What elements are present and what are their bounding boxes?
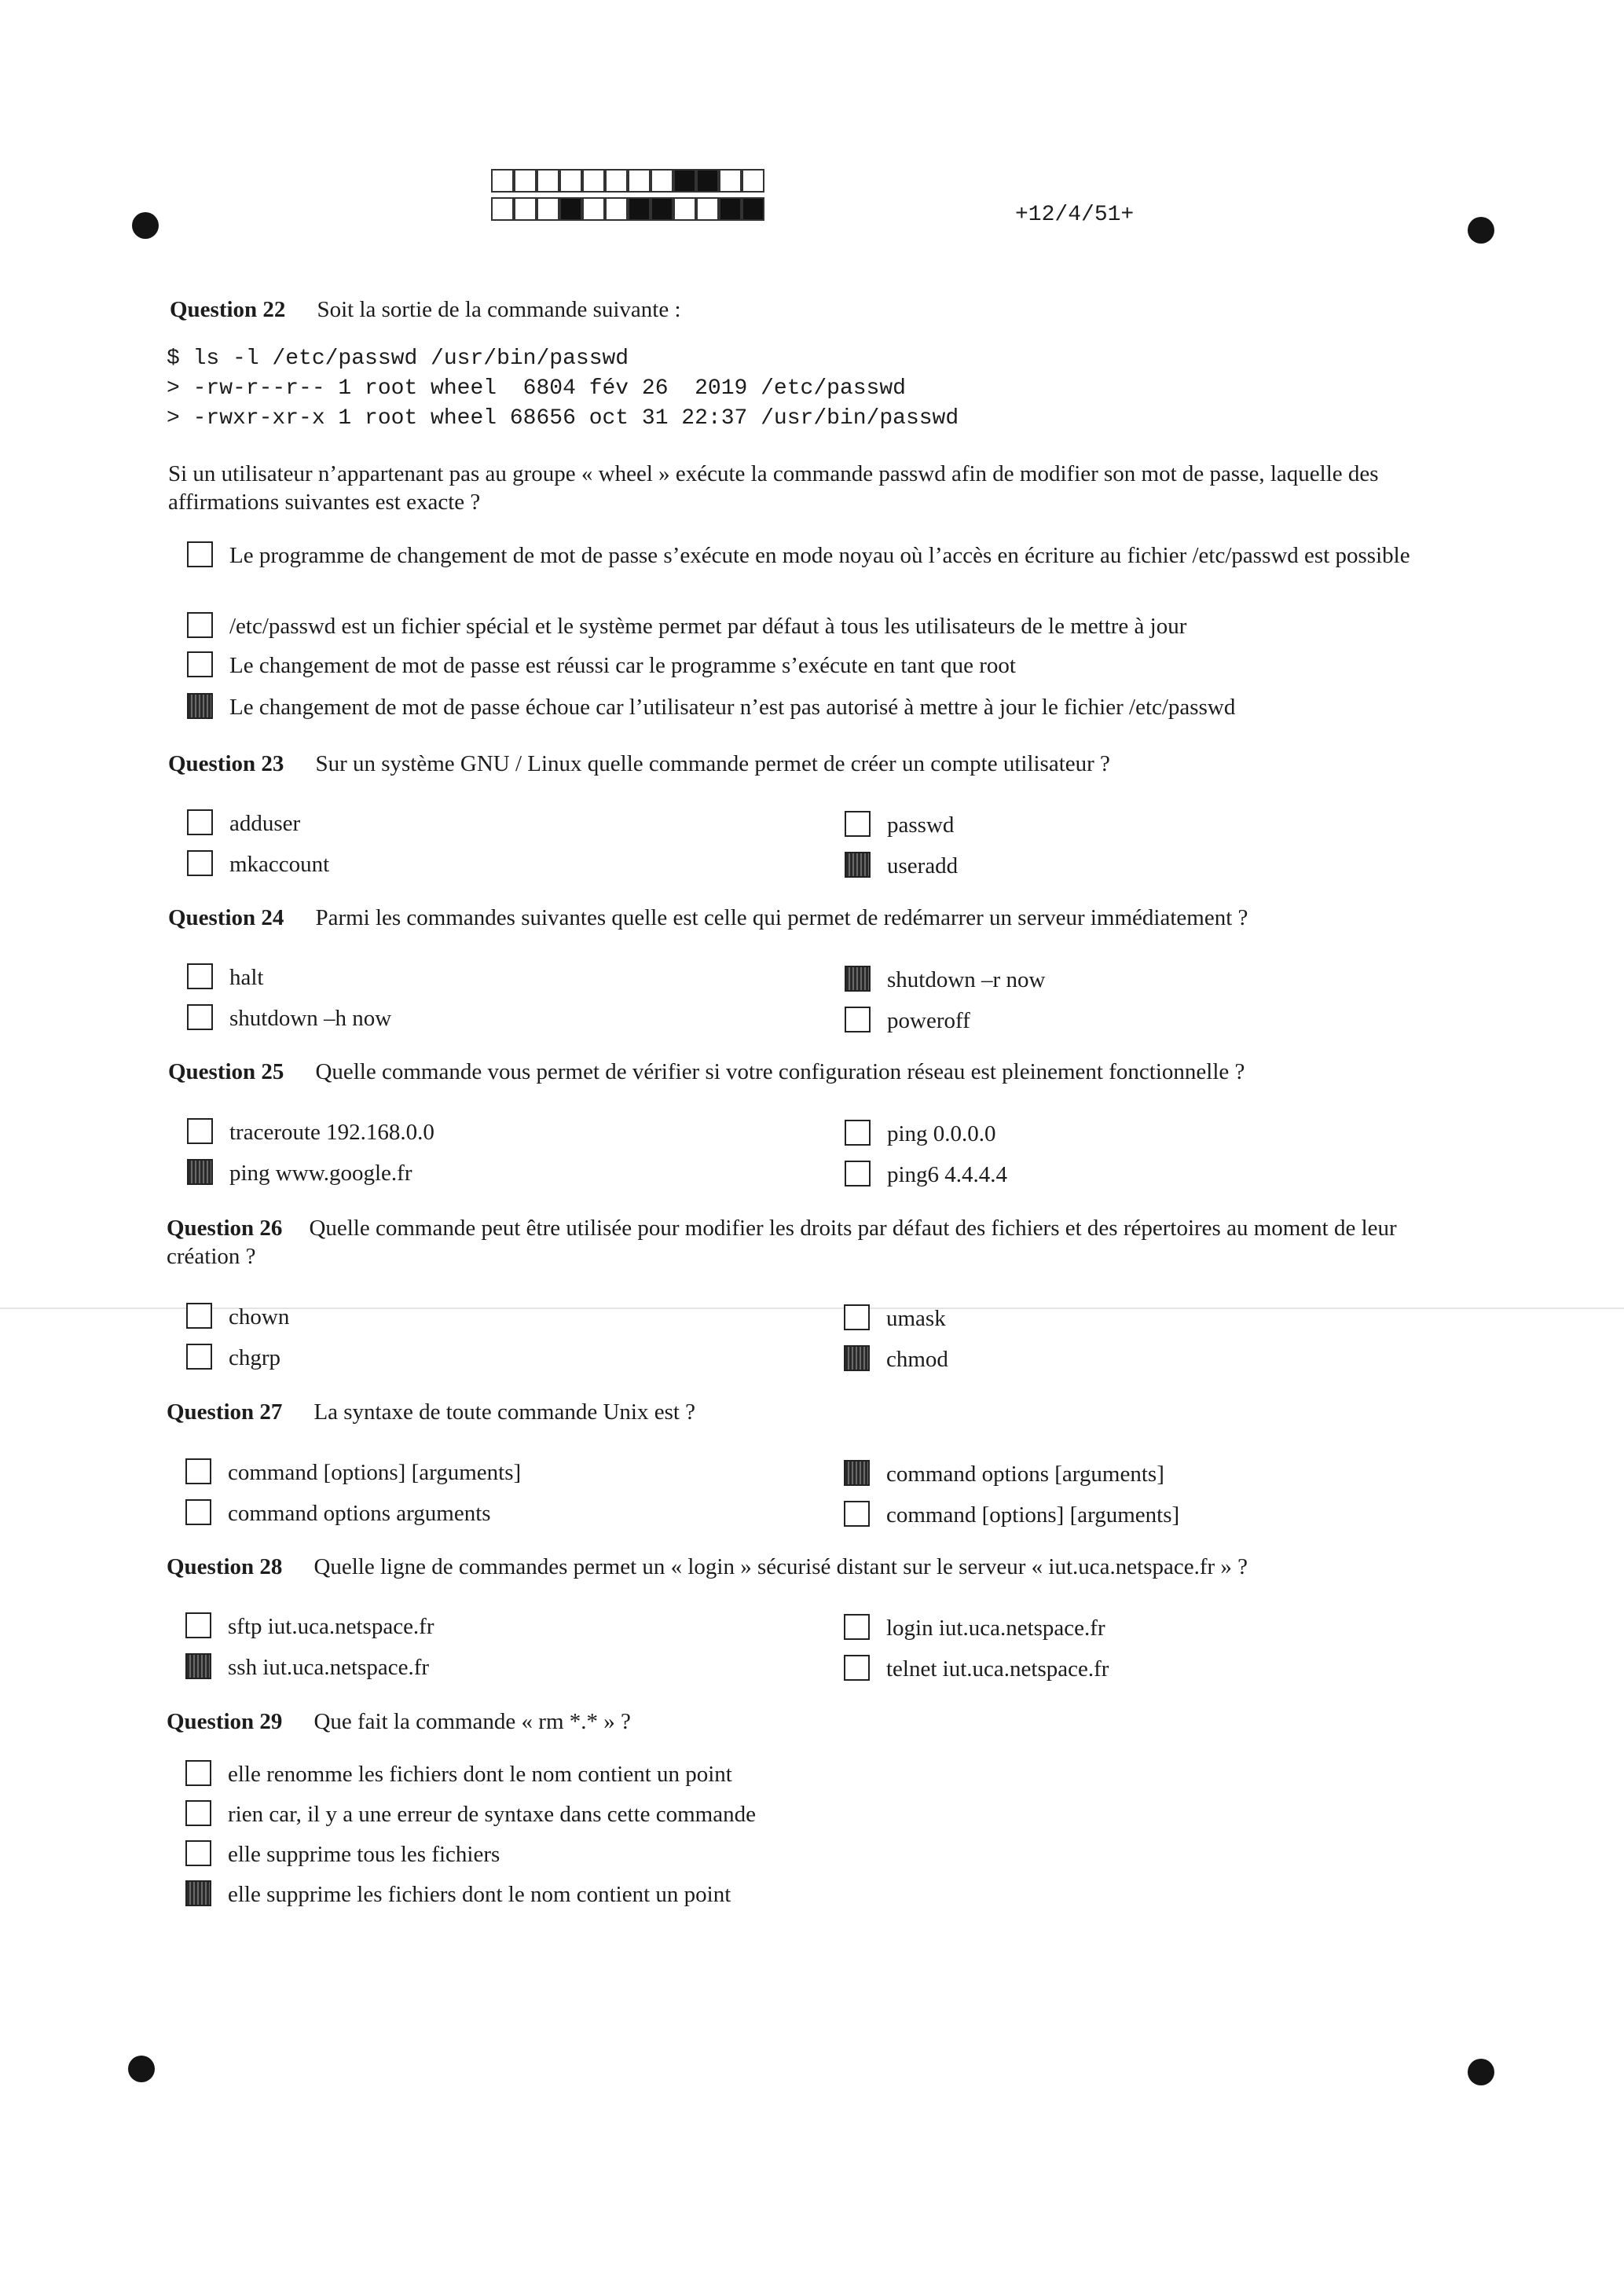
option-label: Le programme de changement de mot de passe s’exécute en mode noyau où l’accès en écriture au fichier /etc/passwd est possible	[229, 543, 1410, 568]
barcode-cell	[605, 169, 628, 193]
question-text: Que fait la commande « rm *.* » ?	[313, 1709, 631, 1734]
option-label: Le changement de mot de passe est réussi car le programme s’exécute en tant que root	[229, 653, 1016, 678]
barcode-cell	[559, 197, 582, 221]
question-22-title	[170, 297, 681, 323]
option-label: command [options] [arguments]	[886, 1502, 1180, 1528]
question-28-title	[167, 1554, 1248, 1580]
code-line: $ ls -l /etc/passwd /usr/bin/passwd	[167, 347, 629, 371]
answer-checkbox[interactable]	[187, 1159, 213, 1185]
answer-checkbox[interactable]	[185, 1612, 211, 1638]
question-label: Question 28	[167, 1554, 283, 1579]
option-label: chmod	[886, 1347, 948, 1372]
question-23-title	[168, 751, 1110, 777]
answer-checkbox[interactable]	[185, 1880, 211, 1906]
code-line: > -rwxr-xr-x 1 root wheel 68656 oct 31 22:37 /usr/bin/passwd	[167, 406, 959, 431]
question-label: Question 25	[168, 1059, 284, 1084]
answer-checkbox[interactable]	[185, 1840, 211, 1866]
option-label: rien car, il y a une erreur de syntaxe dans cette commande	[228, 1802, 756, 1827]
option-label: elle renomme les fichiers dont le nom contient un point	[228, 1762, 732, 1787]
option-label: ssh iut.uca.netspace.fr	[228, 1655, 430, 1680]
option-label: adduser	[229, 811, 301, 836]
option-label: useradd	[887, 853, 959, 878]
option-label: ping 0.0.0.0	[887, 1121, 996, 1146]
question-text: Quelle commande vous permet de vérifier si votre configuration réseau est pleinement fonctionnelle ?	[315, 1059, 1245, 1084]
answer-checkbox[interactable]	[187, 809, 213, 835]
option-label: poweroff	[887, 1008, 970, 1033]
option-label: chown	[229, 1304, 290, 1330]
barcode-cell	[559, 169, 582, 193]
option-label: halt	[229, 965, 264, 990]
answer-checkbox[interactable]	[187, 651, 213, 677]
answer-checkbox[interactable]	[844, 1460, 870, 1486]
registration-mark-bottom-right	[1468, 2059, 1494, 2085]
answer-checkbox[interactable]	[187, 1004, 213, 1030]
answer-checkbox[interactable]	[845, 1120, 871, 1146]
answer-checkbox[interactable]	[845, 1007, 871, 1032]
registration-mark-bottom-left	[128, 2056, 155, 2082]
question-label: Question 24	[168, 905, 284, 930]
answer-checkbox[interactable]	[844, 1614, 870, 1640]
option-label: chgrp	[229, 1345, 281, 1370]
answer-checkbox[interactable]	[844, 1304, 870, 1330]
option-label: elle supprime tous les fichiers	[228, 1842, 500, 1867]
barcode-cell	[514, 169, 537, 193]
question-label: Question 29	[167, 1709, 283, 1734]
code-line: > -rw-r--r-- 1 root wheel 6804 fév 26 2019 /etc/passwd	[167, 376, 906, 401]
option-label: umask	[886, 1306, 946, 1331]
question-text: Quelle commande peut être utilisée pour modifier les droits par défaut des fichiers et des répertoires au moment de leur création ?	[167, 1216, 1397, 1269]
answer-checkbox[interactable]	[845, 966, 871, 992]
barcode-cell	[491, 197, 514, 221]
answer-checkbox[interactable]	[187, 612, 213, 638]
question-label: Question 23	[168, 751, 284, 776]
question-label: Question 27	[167, 1399, 283, 1425]
answer-checkbox[interactable]	[186, 1303, 212, 1329]
option-label: telnet iut.uca.netspace.fr	[886, 1656, 1109, 1682]
answer-checkbox[interactable]	[845, 811, 871, 837]
question-text: La syntaxe de toute commande Unix est ?	[313, 1399, 696, 1425]
barcode-cell	[628, 169, 651, 193]
page-id: +12/4/51+	[1015, 203, 1135, 227]
option-label: login iut.uca.netspace.fr	[886, 1616, 1105, 1641]
answer-checkbox[interactable]	[185, 1760, 211, 1786]
question-25-title	[168, 1059, 1245, 1085]
barcode-cell	[582, 169, 605, 193]
answer-checkbox[interactable]	[844, 1501, 870, 1527]
barcode-cell	[673, 197, 696, 221]
answer-checkbox[interactable]	[185, 1458, 211, 1484]
answer-checkbox[interactable]	[187, 963, 213, 989]
barcode-cell	[537, 169, 559, 193]
answer-checkbox[interactable]	[186, 1344, 212, 1370]
answer-checkbox[interactable]	[185, 1499, 211, 1525]
barcode-cell	[673, 169, 696, 193]
option-label: shutdown –r now	[887, 967, 1046, 992]
option-label: traceroute 192.168.0.0	[229, 1120, 434, 1145]
barcode-cell	[514, 197, 537, 221]
question-text: Parmi les commandes suivantes quelle est celle qui permet de redémarrer un serveur immédiatement ?	[315, 905, 1248, 930]
answer-checkbox[interactable]	[185, 1800, 211, 1826]
option-label: mkaccount	[229, 852, 330, 877]
barcode-cell	[719, 169, 742, 193]
barcode-cell	[651, 197, 673, 221]
question-26-title	[167, 1214, 1475, 1271]
question-label: Question 22	[170, 297, 286, 322]
barcode-cell	[651, 169, 673, 193]
option-label: ping6 4.4.4.4	[887, 1162, 1008, 1187]
question-27-title	[167, 1399, 695, 1425]
question-text: Sur un système GNU / Linux quelle commande permet de créer un compte utilisateur ?	[315, 751, 1110, 776]
answer-checkbox[interactable]	[187, 850, 213, 876]
answer-checkbox[interactable]	[845, 1161, 871, 1187]
question-label: Question 26	[167, 1216, 283, 1241]
barcode-cell	[696, 197, 719, 221]
registration-mark-top-left	[132, 212, 159, 239]
barcode-cell	[537, 197, 559, 221]
barcode-cell	[742, 197, 764, 221]
page-barcode	[491, 169, 764, 226]
answer-checkbox[interactable]	[845, 852, 871, 878]
question-text: Quelle ligne de commandes permet un « login » sécurisé distant sur le serveur « iut.uca.netspace.fr » ?	[313, 1554, 1248, 1579]
barcode-cell	[491, 169, 514, 193]
barcode-cell	[628, 197, 651, 221]
answer-checkbox[interactable]	[844, 1655, 870, 1681]
option-label: command [options] [arguments]	[228, 1460, 522, 1485]
option-label: shutdown –h now	[229, 1006, 392, 1031]
answer-checkbox[interactable]	[187, 1118, 213, 1144]
question-22-followup: Si un utilisateur n’appartenant pas au groupe « wheel » exécute la commande passwd afin de modifier son mot de passe, laquelle des affirmations suivantes est exacte ?	[168, 461, 1379, 515]
barcode-cell	[582, 197, 605, 221]
option-label: elle supprime les fichiers dont le nom contient un point	[228, 1882, 731, 1907]
question-text: Soit la sortie de la commande suivante :	[317, 297, 681, 322]
command-output	[167, 344, 959, 434]
barcode-cell	[719, 197, 742, 221]
question-24-title	[168, 905, 1248, 931]
option-label: ping www.google.fr	[229, 1161, 412, 1186]
answer-checkbox[interactable]	[185, 1653, 211, 1679]
option-label: /etc/passwd est un fichier spécial et le système permet par défaut à tous les utilisateurs de le mettre à jour	[229, 614, 1187, 639]
barcode-cell	[605, 197, 628, 221]
registration-mark-top-right	[1468, 217, 1494, 244]
barcode-cell	[742, 169, 764, 193]
option-label: passwd	[887, 812, 955, 838]
option-label: sftp iut.uca.netspace.fr	[228, 1614, 434, 1639]
option-label: command options [arguments]	[886, 1462, 1164, 1487]
barcode-cell	[696, 169, 719, 193]
option-label: command options arguments	[228, 1501, 491, 1526]
answer-checkbox[interactable]	[187, 541, 213, 567]
answer-checkbox[interactable]	[187, 693, 213, 719]
question-29-title	[167, 1709, 631, 1735]
option-label: Le changement de mot de passe échoue car l’utilisateur n’est pas autorisé à mettre à jour le fichier /etc/passwd	[229, 695, 1236, 720]
answer-checkbox[interactable]	[844, 1345, 870, 1371]
